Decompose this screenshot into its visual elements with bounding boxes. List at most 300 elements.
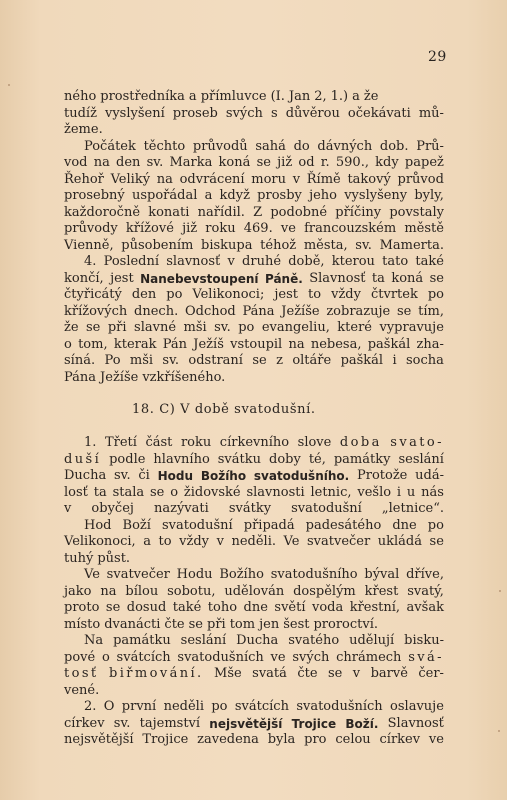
- word: ve: [270, 649, 286, 665]
- word: o: [170, 484, 179, 500]
- word: přímluvce: [200, 89, 267, 104]
- word: avšak: [406, 600, 444, 615]
- word: a: [143, 534, 151, 549]
- text-line: [64, 716, 444, 733]
- word: ukládá: [377, 534, 422, 549]
- word: slavnosti: [246, 484, 305, 500]
- word: se: [149, 484, 165, 500]
- word: příčiny: [335, 204, 382, 220]
- word: zavedena: [197, 732, 259, 747]
- word: svato-: [390, 435, 444, 450]
- word: Vienně,: [64, 237, 114, 253]
- word: důvěrou: [285, 105, 340, 121]
- section-heading: 18. C) V době svatodušní.: [132, 402, 316, 417]
- word: vždy: [179, 534, 210, 549]
- word: Třetí: [104, 435, 137, 450]
- text-line: [64, 584, 444, 601]
- text-line: [64, 683, 444, 700]
- word: Trojice: [291, 716, 337, 731]
- text-line: [64, 468, 444, 485]
- word: očekávati: [347, 105, 411, 121]
- word: průvodů: [192, 138, 248, 154]
- word: biřmování.: [108, 666, 204, 681]
- word: 2.: [84, 699, 97, 714]
- word: doby: [269, 451, 301, 467]
- word: či: [138, 468, 150, 483]
- word: křestní,: [349, 600, 401, 615]
- word: ta: [371, 270, 385, 286]
- word: Ve: [84, 567, 100, 582]
- text-line: [64, 518, 444, 535]
- word: svých: [225, 105, 263, 121]
- word: svátcích: [234, 699, 289, 714]
- word: odvrácení: [179, 171, 245, 187]
- word: dávných: [317, 138, 373, 154]
- word: francouzském: [304, 221, 397, 236]
- word: roku: [180, 435, 212, 450]
- word: to: [308, 287, 322, 302]
- word: Po: [104, 353, 121, 368]
- word: o: [101, 649, 110, 665]
- word: toho: [207, 600, 238, 615]
- word: proto: [64, 600, 100, 615]
- word: Z: [253, 204, 263, 220]
- word: 2,: [314, 89, 327, 104]
- word: druhé: [242, 254, 282, 269]
- word: odstraní: [188, 353, 243, 368]
- word: byly,: [414, 188, 444, 203]
- word: Trojice: [142, 732, 189, 747]
- word: stala: [112, 484, 145, 500]
- word: O: [103, 699, 115, 714]
- word: Slavnosť: [309, 270, 366, 286]
- word: Velikonoci,: [64, 534, 136, 549]
- word: i: [392, 353, 397, 368]
- text-line: [64, 205, 444, 222]
- word: Prů-: [416, 138, 444, 154]
- word: svatodušních: [177, 649, 264, 665]
- word: prosebný: [64, 188, 125, 203]
- word: sobotu,: [167, 583, 216, 599]
- word: při: [107, 320, 127, 335]
- word: Ducha: [236, 633, 279, 648]
- word: svátcích: [116, 649, 171, 665]
- word: městě: [404, 221, 444, 236]
- word: kdy: [375, 155, 399, 170]
- word: dvanácti: [104, 616, 161, 632]
- word: svatodušního: [270, 567, 358, 582]
- word: neděli.: [231, 534, 276, 549]
- word: vypravuje: [379, 320, 444, 335]
- word: že: [64, 320, 79, 335]
- word: čte: [164, 616, 185, 632]
- word: takový: [347, 171, 391, 187]
- word: Pán: [162, 336, 188, 352]
- word: v: [352, 666, 361, 681]
- word: udělován: [224, 583, 285, 599]
- word: kterak: [113, 336, 157, 352]
- word: biskupa: [201, 237, 253, 253]
- word: Pána: [242, 303, 275, 319]
- word: tosť: [64, 666, 99, 681]
- word: svátky: [228, 501, 272, 516]
- word: v: [216, 534, 224, 549]
- word: tom: [229, 616, 256, 632]
- word: hlavního: [153, 451, 210, 467]
- word: moru: [251, 171, 286, 187]
- word: církevního: [219, 435, 290, 450]
- word: jako: [64, 583, 92, 599]
- word: končí,: [64, 270, 104, 286]
- word: nazývati: [153, 501, 209, 516]
- word: nás: [421, 484, 444, 500]
- word: koná: [391, 270, 424, 286]
- word: kterou: [331, 254, 375, 269]
- word: losť: [64, 484, 88, 500]
- word: Marka: [169, 155, 213, 170]
- word: v: [64, 501, 72, 516]
- word: prostředníka: [100, 89, 185, 104]
- word: tudíž: [64, 105, 97, 121]
- word: tím,: [418, 303, 444, 319]
- text-line: [64, 89, 444, 106]
- word: šest: [283, 616, 310, 632]
- word: bisku-: [404, 633, 444, 648]
- text-line: [64, 699, 444, 716]
- text-line: [64, 666, 444, 683]
- word: se: [188, 616, 203, 632]
- word: seslání: [180, 633, 227, 648]
- word: křížové: [125, 221, 174, 236]
- word: o: [64, 336, 72, 352]
- word: průvody: [64, 221, 118, 236]
- word: obyčej: [91, 501, 134, 516]
- word: čer-: [418, 666, 444, 681]
- word: Odchod: [184, 303, 236, 319]
- word: seslání: [398, 451, 444, 467]
- word: s: [270, 105, 278, 121]
- body-text-bottom: [64, 435, 444, 749]
- word: udělují: [349, 633, 395, 648]
- word: roku: [205, 221, 236, 236]
- text-line: [64, 106, 444, 123]
- word: se: [429, 534, 444, 549]
- word: od: [298, 155, 315, 170]
- text-line: [64, 271, 444, 288]
- word: svých: [292, 649, 330, 665]
- word: již: [182, 221, 198, 236]
- word: 1.): [330, 89, 349, 104]
- word: také: [172, 600, 202, 615]
- text-line: [64, 188, 444, 205]
- word: 469.: [243, 221, 273, 236]
- word: Božího: [219, 567, 264, 582]
- word: u: [406, 484, 416, 500]
- word: barvě: [370, 666, 408, 681]
- word: v: [227, 254, 235, 269]
- word: celou: [335, 732, 371, 747]
- word: po: [166, 287, 183, 302]
- word: Božího: [200, 469, 247, 483]
- word: Poslední: [103, 254, 160, 269]
- word: vené.: [64, 682, 100, 698]
- word: a: [204, 188, 213, 203]
- word: na: [93, 155, 110, 170]
- word: Jan: [288, 89, 311, 104]
- word: nejsvětější: [64, 732, 134, 747]
- text-line: [64, 567, 444, 584]
- word: dnech.: [134, 303, 179, 319]
- body-text-top: [64, 89, 444, 386]
- text-line: [64, 287, 444, 304]
- word: na: [288, 336, 305, 352]
- word: po: [211, 699, 228, 714]
- paper-speck: [8, 84, 10, 86]
- text-line: [64, 650, 444, 667]
- word: den: [116, 155, 141, 170]
- word: sv.: [162, 353, 180, 368]
- word: ve: [428, 732, 444, 747]
- word: dob.: [379, 138, 409, 154]
- word: z: [276, 353, 283, 368]
- paper-speck: [499, 590, 501, 592]
- word: býval: [364, 567, 400, 582]
- word: církev: [64, 715, 105, 731]
- word: svatodušní: [291, 501, 362, 516]
- word: Velikonoci;: [192, 287, 265, 302]
- word: na: [156, 171, 173, 187]
- word: se: [429, 270, 444, 286]
- word: to: [158, 534, 172, 549]
- word: se: [105, 600, 121, 615]
- word: paškál: [367, 336, 411, 352]
- word: Řehoř: [64, 171, 104, 187]
- word: Hod: [84, 517, 112, 533]
- word: dne: [392, 517, 417, 533]
- word: na: [100, 583, 117, 599]
- word: při: [207, 616, 226, 632]
- word: letnic,: [310, 484, 352, 500]
- word: jest: [110, 270, 134, 286]
- word: Boží: [122, 517, 151, 533]
- word: konati: [148, 204, 190, 220]
- word: křest: [364, 583, 399, 599]
- word: první: [121, 699, 157, 714]
- word: také: [415, 254, 444, 269]
- text-line: [64, 633, 444, 650]
- word: židovské: [183, 484, 241, 500]
- text-line: [64, 534, 444, 551]
- word: čte: [297, 666, 318, 681]
- word: vstoupil: [230, 336, 283, 352]
- word: Ježíše: [100, 369, 139, 385]
- word: udá-: [415, 468, 444, 483]
- word: neděli: [163, 699, 204, 714]
- word: Protože: [356, 468, 408, 483]
- word: vešlo: [357, 484, 392, 500]
- word: vod: [64, 155, 88, 170]
- word: voda: [311, 600, 344, 615]
- word: mů-: [418, 105, 444, 121]
- word: sv.: [113, 468, 131, 483]
- word: po: [238, 320, 255, 335]
- word: duší: [64, 451, 102, 467]
- word: byla: [267, 732, 296, 747]
- word: vždy: [331, 287, 361, 302]
- word: i: [396, 484, 402, 500]
- word: (I.: [270, 89, 285, 104]
- word: pové: [64, 649, 96, 665]
- word: dne: [243, 600, 268, 615]
- word: „letnice“.: [381, 501, 444, 516]
- word: se: [397, 303, 412, 319]
- text-line: [64, 155, 444, 172]
- word: se: [252, 353, 267, 368]
- word: se: [327, 666, 343, 681]
- word: bílou: [125, 583, 159, 599]
- text-line: [64, 600, 444, 617]
- word: svatvečer: [106, 567, 170, 582]
- text-line: [64, 617, 444, 634]
- text-line: [64, 501, 444, 518]
- word: svá-: [408, 649, 444, 665]
- word: Slavnosť: [387, 715, 444, 731]
- paper-speck: [498, 730, 500, 732]
- word: místo: [64, 616, 101, 632]
- word: proroctví.: [313, 616, 379, 632]
- word: nejsvětější: [209, 716, 283, 731]
- word: nařídil.: [197, 204, 245, 220]
- word: po: [427, 287, 444, 302]
- word: evangeliu,: [261, 320, 330, 335]
- text-line: [64, 435, 444, 452]
- word: nebesa,: [310, 336, 362, 352]
- word: církev: [379, 732, 421, 747]
- text-line: [64, 122, 444, 139]
- word: paškál: [340, 353, 384, 368]
- word: svatého: [288, 633, 340, 648]
- word: vyslyšeny: [344, 188, 408, 203]
- word: Počátek: [84, 138, 136, 154]
- text-line: [64, 320, 444, 337]
- word: 1.: [84, 435, 97, 450]
- word: ného: [64, 89, 97, 104]
- word: doba: [339, 435, 382, 450]
- word: socha: [406, 353, 444, 368]
- word: Nanebevstoupení: [140, 271, 259, 286]
- word: které: [337, 320, 372, 335]
- word: a: [352, 89, 360, 104]
- word: svatá: [252, 666, 287, 681]
- text-line: [64, 238, 444, 255]
- word: Boží.: [345, 716, 379, 731]
- word: proseb: [172, 105, 218, 121]
- word: podle: [109, 451, 146, 467]
- text-line: [64, 353, 444, 370]
- word: a: [188, 89, 197, 104]
- word: sahá: [255, 138, 286, 154]
- word: slove: [297, 435, 332, 450]
- word: průvod: [397, 171, 444, 187]
- word: uspořádal: [131, 188, 198, 203]
- word: sv.: [355, 237, 372, 253]
- word: Na: [84, 633, 104, 648]
- word: oltáře: [292, 353, 332, 368]
- word: sv.: [214, 320, 231, 335]
- word: 590.,: [335, 155, 369, 170]
- word: Mamerta.: [379, 237, 444, 253]
- word: mši: [129, 353, 154, 368]
- word: ta: [93, 484, 107, 500]
- word: žeme.: [64, 122, 103, 137]
- word: svatvečer: [306, 534, 371, 549]
- word: slavnosť: [166, 254, 221, 269]
- word: čtvrtek: [370, 287, 418, 302]
- word: prosby: [257, 188, 302, 203]
- word: jest: [274, 287, 298, 302]
- word: dosud: [126, 600, 167, 615]
- word: Římě: [306, 171, 341, 187]
- word: působením: [121, 237, 194, 253]
- word: jen: [259, 616, 280, 632]
- word: tom,: [78, 336, 108, 352]
- word: tuhý: [64, 550, 94, 566]
- word: sv.: [113, 715, 131, 731]
- word: svatodušních: [296, 699, 383, 714]
- word: Ježíše: [281, 303, 320, 319]
- word: tajemství: [139, 715, 201, 731]
- word: se: [86, 320, 101, 335]
- text-line: [64, 551, 444, 568]
- word: čtyřicátý: [64, 287, 122, 302]
- word: té,: [308, 451, 326, 467]
- word: připadá: [243, 517, 295, 533]
- word: že: [363, 89, 379, 104]
- word: Ježíš: [193, 336, 224, 352]
- word: slavné: [134, 320, 177, 335]
- word: část: [145, 435, 173, 450]
- word: Ve: [283, 534, 300, 549]
- word: r.: [320, 155, 330, 170]
- word: dospělým: [293, 583, 356, 599]
- word: téhož: [260, 237, 297, 253]
- word: Hodu: [176, 567, 213, 582]
- word: 4.: [84, 254, 97, 269]
- text-line: [64, 304, 444, 321]
- text-line: [64, 732, 444, 749]
- word: svátku: [217, 451, 262, 467]
- word: vzkříšeného.: [142, 369, 226, 385]
- word: když: [219, 188, 250, 203]
- word: vyslyšení: [104, 105, 165, 121]
- text-line: [64, 485, 444, 502]
- word: jeho: [309, 188, 337, 203]
- word: zobrazuje: [326, 303, 391, 319]
- word: se: [256, 155, 271, 170]
- word: svatodušní: [161, 517, 233, 533]
- word: pro: [304, 732, 327, 747]
- word: půst.: [97, 550, 131, 566]
- text-line: [64, 452, 444, 469]
- word: památky: [333, 451, 391, 467]
- word: chrámech: [336, 649, 402, 665]
- word: již: [277, 155, 293, 170]
- word: povstaly: [389, 204, 444, 220]
- word: těchto: [143, 138, 186, 154]
- word: svatodušního.: [253, 469, 350, 483]
- word: Pána: [64, 369, 97, 385]
- word: podobné: [270, 204, 328, 220]
